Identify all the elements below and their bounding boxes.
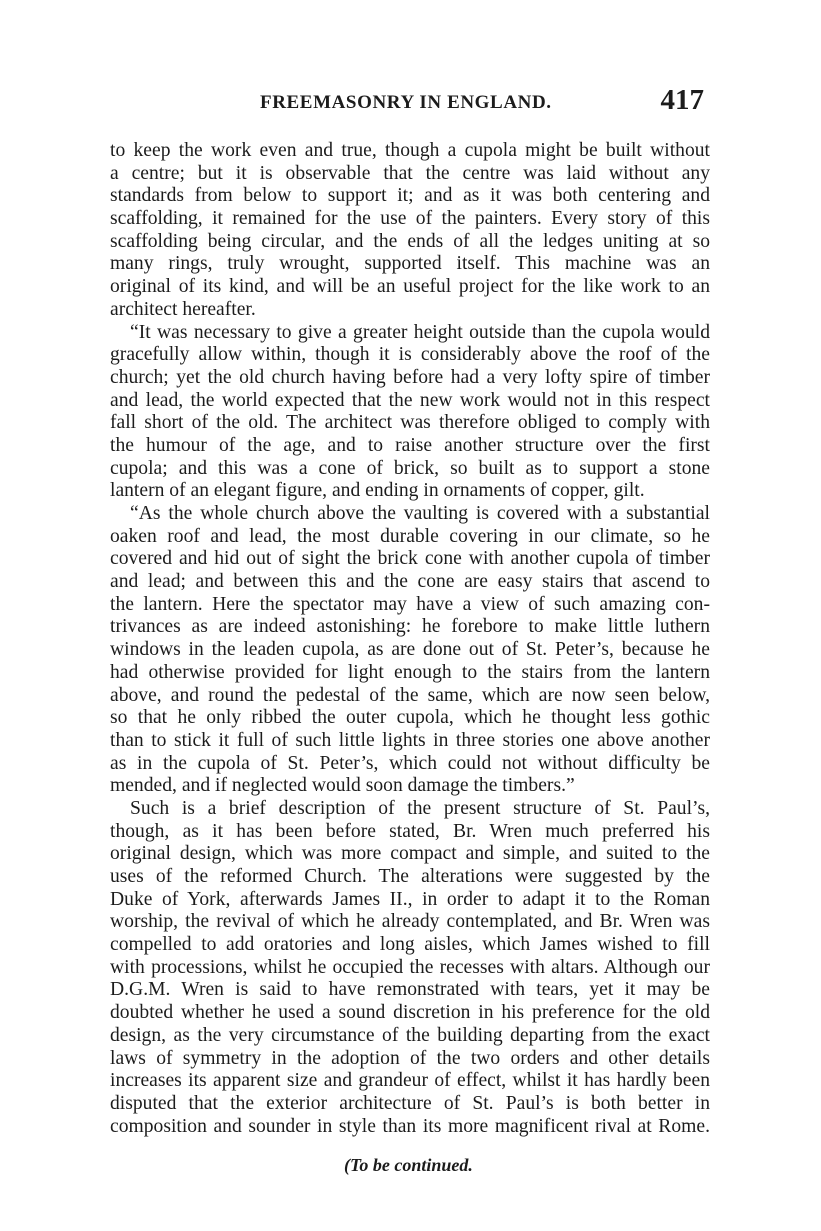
text-line: as in the cupola of St. Peter’s, which could not without difficulty be [110,752,710,774]
text-line: than to stick it full of such little lights in three stories one above another [110,729,710,751]
text-line: many rings, truly wrought, supported itself. This machine was an [110,253,710,275]
text-line: fall short of the old. The architect was therefore obliged to comply with [110,412,710,434]
text-line: a centre; but it is observable that the centre was laid without any [110,162,710,184]
text-line: the humour of the age, and to raise another structure over the first [110,434,710,456]
text-line: scaffolding, it remained for the use of the painters. Every story of this [110,208,710,230]
text-line: increases its apparent size and grandeur of effect, whilst it has hardly been [110,1070,710,1092]
text-line: so that he only ribbed the outer cupola, which he thought less gothic [110,707,710,729]
running-title: FREEMASONRY IN ENGLAND. [260,92,552,113]
text-line: trivances as are indeed astonishing: he forebore to make little luthern [110,616,710,638]
text-line: church; yet the old church having before had a very lofty spire of timber [110,366,710,388]
text-line: “It was necessary to give a greater height outside than the cupola would [130,321,710,343]
text-line: with processions, whilst he occupied the recesses with altars. Although our [110,956,710,978]
text-line: standards from below to support it; and as it was both centering and [110,185,710,207]
text-line: to keep the work even and true, though a cupola might be built without [110,140,710,161]
text-line: and lead; and between this and the cone are easy stairs that ascend to [110,571,710,593]
text-line: Duke of York, afterwards James II., in order to adapt it to the Roman [110,888,710,910]
text-line: compelled to add oratories and long aisles, which James wished to fill [110,934,710,956]
page-number: 417 [660,84,704,116]
text-line: above, and round the pedestal of the same, which are now seen below, [110,684,710,706]
text-line: worship, the revival of which he already contemplated, and Br. Wren was [110,911,710,933]
text-line: original design, which was more compact and simple, and suited to the [110,843,710,865]
body-text [110,140,710,1138]
text-line: disputed that the exterior architecture of St. Paul’s is both better in [110,1092,710,1114]
text-line: lantern of an elegant figure, and ending in ornaments of copper, gilt. [110,480,645,502]
text-line: oaken roof and lead, the most durable covering in our climate, so he [110,525,710,547]
text-line: had otherwise provided for light enough to the stairs from the lantern [110,661,710,683]
text-line: D.G.M. Wren is said to have remonstrated with tears, yet it may be [110,979,710,1001]
text-line: laws of symmetry in the adoption of the two orders and other details [110,1047,710,1069]
to-be-continued-note: (To be continued. [344,1155,473,1175]
text-line: the lantern. Here the spectator may have a view of such amazing con- [110,593,710,615]
text-line: mended, and if neglected would soon damage the timbers.” [110,775,575,797]
text-line: and lead, the world expected that the new work would not in this respect [110,389,710,411]
text-line: covered and hid out of sight the brick cone with another cupola of timber [110,548,710,570]
text-line: doubted whether he used a sound discretion in his preference for the old [110,1002,710,1024]
text-line: uses of the reformed Church. The alterations were suggested by the [110,866,710,887]
text-line: architect hereafter. [110,298,256,320]
text-line: cupola; and this was a cone of brick, so built as to support a stone [110,457,710,479]
text-line: Such is a brief description of the present structure of St. Paul’s, [130,797,710,819]
text-line: gracefully allow within, though it is considerably above the roof of the [110,344,710,366]
text-line: windows in the leaden cupola, as are done out of St. Peter’s, because he [110,639,710,661]
text-line: design, as the very circumstance of the building departing from the exact [110,1024,710,1046]
running-head [110,84,710,120]
text-line: “As the whole church above the vaulting is covered with a substantial [130,503,710,524]
text-line: original of its kind, and will be an useful project for the like work to an [110,276,710,298]
text-line: composition and sounder in style than its more magnificent rival at Rome. [110,1115,710,1137]
text-line: though, as it has been before stated, Br. Wren much preferred his [110,820,710,842]
text-line: scaffolding being circular, and the ends of all the ledges uniting at so [110,230,710,252]
